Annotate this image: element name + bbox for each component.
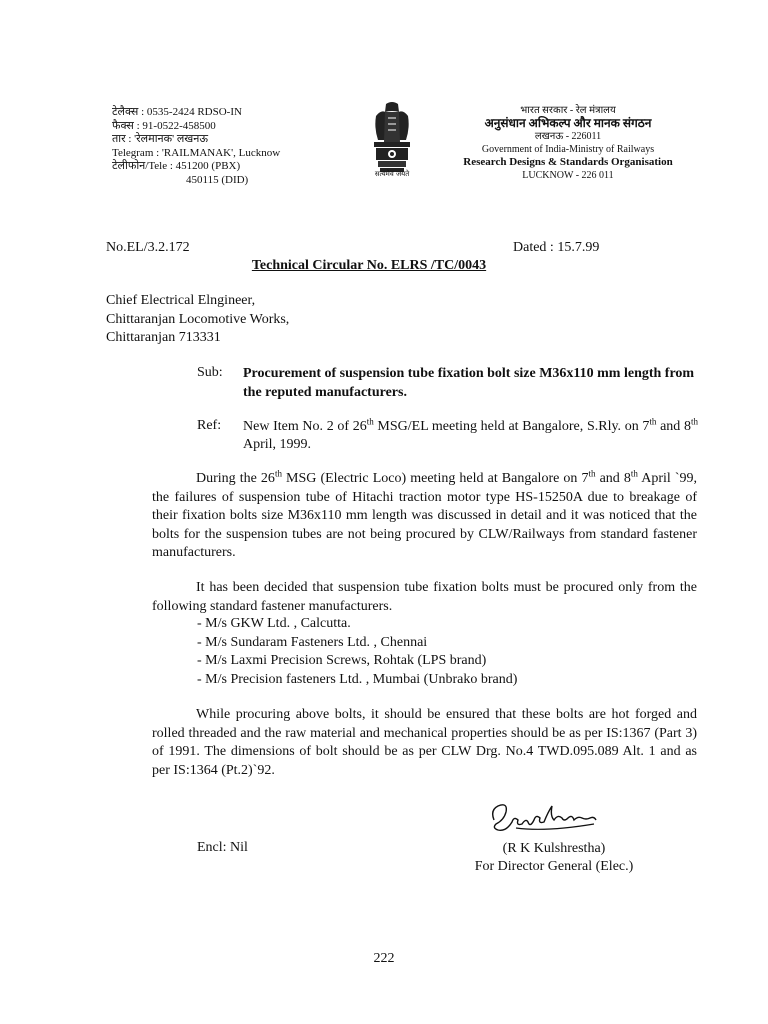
organisation-hindi: अनुसंधान अभिकल्प और मानक संगठन bbox=[484, 116, 652, 130]
telegram-hindi-line: तार : 'रेलमानक' लखनऊ bbox=[112, 133, 209, 145]
ministry-english: Government of India-Ministry of Railways bbox=[481, 144, 655, 155]
enclosure-note: Encl: Nil bbox=[197, 840, 248, 855]
ref-text-part: and 8 bbox=[656, 419, 691, 434]
telephone-line: टेलीफोन/Tele : 451200 (PBX) bbox=[112, 160, 241, 172]
ref-text bbox=[243, 418, 698, 454]
list-item: - M/s Sundaram Fasteners Ltd. , Chennai bbox=[197, 634, 428, 650]
page-number: 222 bbox=[373, 951, 395, 966]
para-sup: th bbox=[630, 468, 638, 479]
ref-text-part: April, 1999. bbox=[243, 437, 312, 452]
paragraph-specifications bbox=[152, 706, 697, 780]
fax-line: फैक्स : 91-0522-458500 bbox=[112, 119, 216, 132]
para-part: While procuring above bolts, it should be ensured that these bolts are hot forged and rolled threaded and the raw material and mechanical properties should be as per IS:1367 (Part 3) of 1991. The dimensions of bolt should be as per CLW Drg. No.4 TWD.095.089 Alt. 1 and as per IS:1364 (Pt.2)`92. bbox=[152, 707, 697, 778]
letter-date: Dated : 15.7.99 bbox=[513, 240, 600, 255]
signer-block bbox=[468, 840, 640, 876]
ref-sup: th bbox=[690, 416, 698, 427]
para-part: and 8 bbox=[595, 471, 631, 486]
letterhead-organisation bbox=[455, 104, 681, 182]
telephone-did-line: 450115 (DID) bbox=[186, 173, 249, 186]
list-item: - M/s GKW Ltd. , Calcutta. bbox=[197, 616, 351, 631]
paragraph-decision bbox=[152, 579, 697, 616]
para-part: April `99, the failures of suspension tube of Hitachi traction motor type HS-15250A due to breakage of their fixation bolts size M36x110 mm length was discussed in detail and it was noticed that the bolts for the suspension tubes are not being procured by CLW/Railways from standard fastener manufacturers. bbox=[152, 471, 698, 560]
para-part: MSG (Electric Loco) meeting held at Bangalore on 7 bbox=[281, 471, 589, 486]
para-part: During the 26 bbox=[196, 471, 275, 486]
para-sup: th bbox=[274, 468, 282, 479]
telegram-line: Telegram : 'RAILMANAK', Lucknow bbox=[112, 146, 281, 159]
paragraph-meeting bbox=[152, 470, 697, 563]
city-english: LUCKNOW - 226 011 bbox=[522, 170, 614, 181]
addressee-block bbox=[106, 292, 289, 348]
list-item: - M/s Precision fasteners Ltd. , Mumbai (Unbrako brand) bbox=[197, 671, 518, 687]
addressee-line: Chittaranjan 713331 bbox=[106, 330, 221, 345]
subject-label: Sub: bbox=[197, 365, 223, 380]
signer-name: (R K Kulshrestha) bbox=[502, 841, 606, 856]
ref-text-part: New Item No. 2 of 26 bbox=[243, 419, 367, 434]
emblem-motto: सत्यमेव जयते bbox=[374, 170, 410, 178]
ministry-hindi: भारत सरकार - रेल मंत्रालय bbox=[520, 105, 616, 116]
ref-label: Ref: bbox=[197, 418, 222, 433]
addressee-line: Chittaranjan Locomotive Works, bbox=[106, 311, 290, 327]
para-sup: th bbox=[588, 468, 596, 479]
signature bbox=[486, 798, 601, 838]
circular-title-text: Technical Circular No. ELRS /TC/0043 bbox=[251, 258, 487, 273]
circular-title bbox=[0, 258, 768, 274]
organisation-english: Research Designs & Standards Organisation bbox=[463, 156, 673, 168]
addressee-line: Chief Electrical Elngineer, bbox=[106, 293, 256, 308]
city-hindi: लखनऊ - 226011 bbox=[534, 131, 602, 142]
signer-title: For Director General (Elec.) bbox=[474, 859, 634, 874]
letterhead-contact bbox=[112, 106, 312, 187]
reference-number: No.EL/3.2.172 bbox=[106, 240, 190, 255]
ref-sup: th bbox=[366, 416, 374, 427]
ref-sup: th bbox=[649, 416, 657, 427]
para-part: It has been decided that suspension tube fixation bolts must be procured only from the following standard fastener manufacturers. bbox=[152, 580, 697, 614]
national-emblem-icon bbox=[368, 100, 416, 186]
manufacturer-list bbox=[197, 615, 517, 689]
ref-text-part: MSG/EL meeting held at Bangalore, S.Rly. on 7 bbox=[373, 419, 650, 434]
telex-line: टेलैक्स : 0535-2424 RDSO-IN bbox=[112, 106, 242, 118]
subject-text: Procurement of suspension tube fixation bolt size M36x110 mm length from the reputed manufacturers. bbox=[243, 366, 695, 400]
list-item: - M/s Laxmi Precision Screws, Rohtak (LPS brand) bbox=[197, 653, 487, 668]
